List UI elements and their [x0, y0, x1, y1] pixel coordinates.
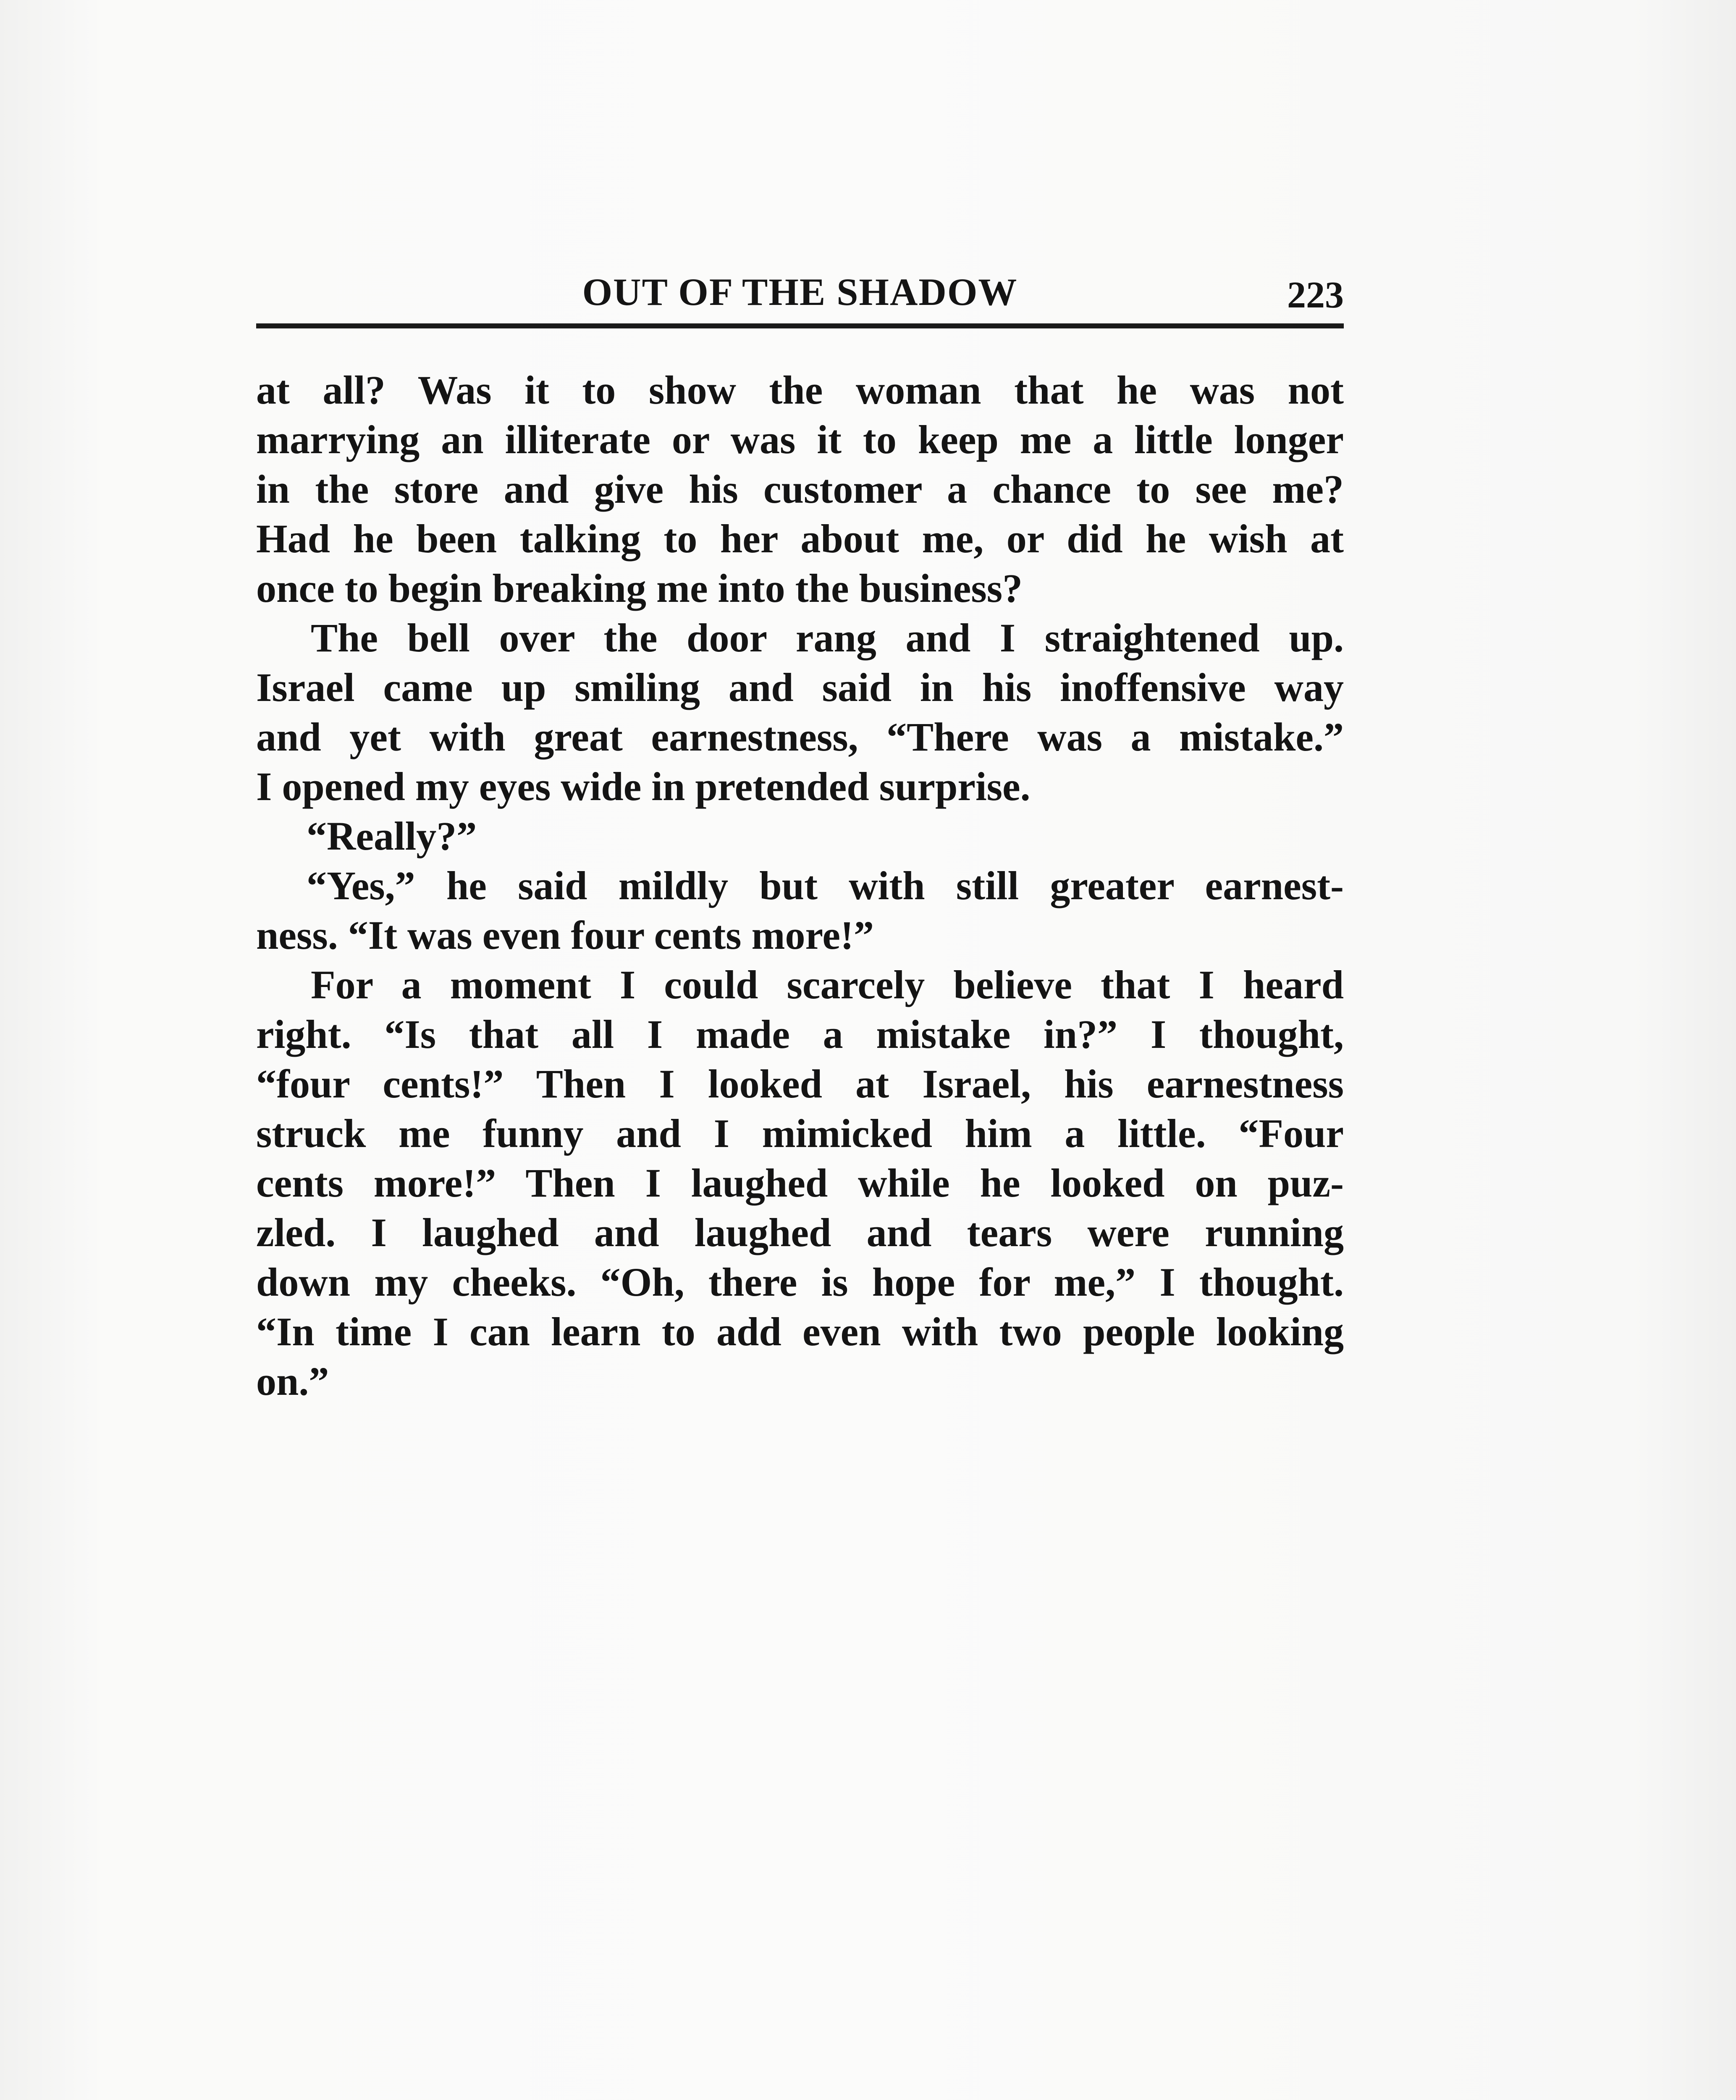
- text-line: Israel came up smiling and said in his inoffensive way: [256, 665, 1344, 710]
- text-line: “Really?”: [307, 814, 477, 858]
- running-head: [256, 269, 1344, 319]
- text-line: ness. “It was even four cents more!”: [256, 913, 874, 958]
- text-line: on.”: [256, 1359, 329, 1404]
- text-line: Had he been talking to her about me, or did he wish at: [256, 516, 1344, 561]
- text-line: once to begin breaking me into the business?: [256, 566, 1023, 611]
- text-line: marrying an illiterate or was it to keep me a little longer: [256, 417, 1344, 462]
- text-line: struck me funny and I mimicked him a little. “Four: [256, 1111, 1344, 1156]
- text-line: right. “Is that all I made a mistake in?” I thought,: [256, 1012, 1344, 1057]
- text-line: The bell over the door rang and I straightened up.: [311, 615, 1344, 660]
- text-line: at all? Was it to show the woman that he was not: [256, 368, 1344, 412]
- page-number: 223: [1287, 274, 1344, 316]
- text-line: For a moment I could scarcely believe that I heard: [311, 962, 1344, 1007]
- text-line: “four cents!” Then I looked at Israel, his earnestness: [256, 1061, 1344, 1106]
- text-line: “Yes,” he said mildly but with still greater earnest-: [307, 863, 1344, 908]
- body-text: [256, 365, 1344, 1406]
- text-line: cents more!” Then I laughed while he looked on puz-: [256, 1160, 1344, 1205]
- text-line: “In time I can learn to add even with two people looking: [256, 1309, 1344, 1354]
- text-line: I opened my eyes wide in pretended surprise.: [256, 764, 1031, 809]
- text-line: and yet with great earnestness, “There was a mistake.”: [256, 714, 1344, 759]
- text-line: in the store and give his customer a chance to see me?: [256, 467, 1344, 512]
- chapter-title: OUT OF THE SHADOW: [582, 270, 1018, 313]
- header-rule: [256, 323, 1344, 328]
- text-line: down my cheeks. “Oh, there is hope for me,” I thought.: [256, 1260, 1344, 1305]
- text-line: zled. I laughed and laughed and tears were running: [256, 1210, 1344, 1255]
